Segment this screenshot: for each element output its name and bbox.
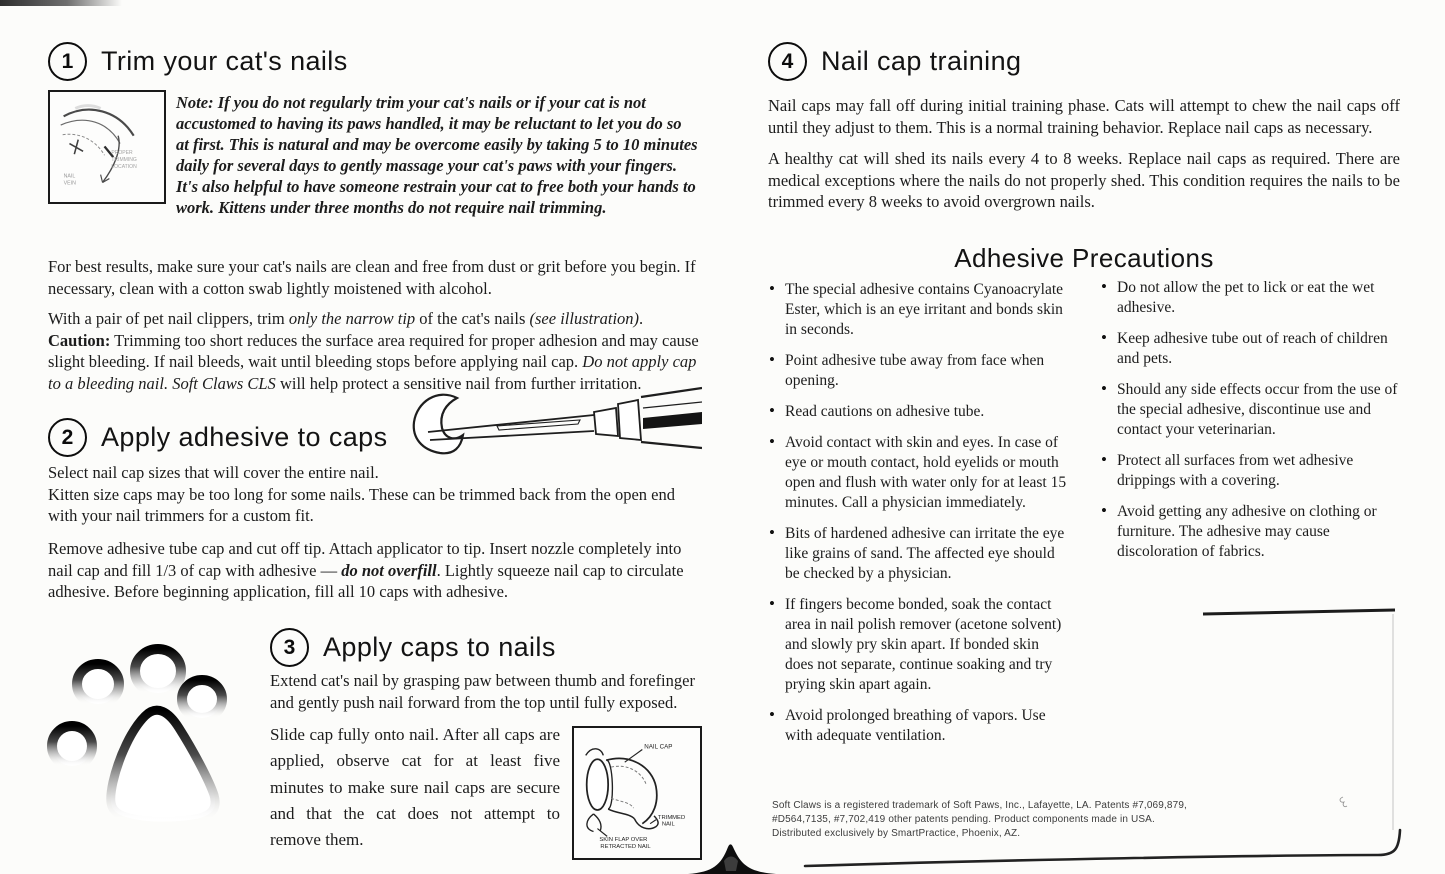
precaution-item: • The special adhesive contains Cyanoacrylate Ester, which is an eye irritant and bonds skin in seconds. (768, 280, 1070, 340)
precaution-item: • Point adhesive tube away from face when opening. (768, 351, 1070, 391)
step-4-badge: 4 (768, 42, 807, 81)
precaution-item: • Avoid contact with skin and eyes. In case of eye or mouth contact, hold eyelids or mouth open and flush with water only for at least 15 minutes. Call a physician immediately. (768, 433, 1070, 513)
diagram-label-nail: NAIL (661, 821, 675, 828)
precaution-item: • Avoid getting any adhesive on clothing or furniture. The adhesive may cause discoloration of fabrics. (1100, 502, 1400, 562)
text-run-bold-italic: do not overfill (341, 560, 437, 580)
text-run-italic: (see illustration) (529, 309, 640, 328)
text-run: Trimming too short reduces the surface area required for proper adhesion and may cause slight bleeding. If nail bleeds, wait until bleeding stops before applying nail cap. (48, 330, 699, 372)
step-1-badge: 1 (48, 42, 87, 81)
text-run: Remove adhesive tube cap and cut off tip. Attach applicator to tip. Insert nozzle completely into nail cap and fill 1/3 of cap with adhesive — (48, 539, 682, 580)
section-2-header (48, 418, 387, 457)
adhesive-precautions-heading: Adhesive Precautions (954, 243, 1214, 273)
section-2-paragraph-1 (48, 462, 700, 527)
section-1-title: Trim your cat's nails (101, 46, 348, 76)
text-run: of the cat's nails (415, 309, 530, 328)
text-run: . Lightly squeeze nail cap to circulate adhesive. Before beginning application, fill all 10 caps with adhesive. (48, 560, 684, 602)
precautions-right-column (1100, 278, 1400, 573)
section-3-title: Apply caps to nails (323, 632, 556, 662)
text-line: Select nail cap sizes that will cover the entire nail. (48, 463, 379, 482)
card-edge-lines (795, 600, 1445, 874)
section-3-header (270, 628, 556, 667)
cat-ear-silhouette (688, 843, 776, 874)
diagram-label-nail: NAIL (63, 173, 76, 180)
section-3-paragraph-2: Slide cap fully onto nail. After all caps are applied, observe cat for at least five minutes to make sure nail caps are secure and that the cat does not attempt to remove them. (270, 725, 560, 850)
precaution-item: • Avoid prolonged breathing of vapors. Use with adequate ventilation. (768, 706, 1070, 746)
section-1-note (176, 93, 698, 219)
diagram-label-nail-cap: NAIL CAP (644, 743, 673, 751)
caution-label: Caution: (48, 330, 111, 350)
section-3-paragraph-1: Extend cat's nail by grasping paw between thumb and forefinger and gently push nail forward from the top until fully exposed. (270, 671, 695, 712)
diagram-label-proper: PROPER (111, 150, 133, 157)
precaution-item: • Keep adhesive tube out of reach of children and pets. (1100, 329, 1400, 369)
scan-smudge-top-left (0, 0, 122, 6)
section-4-paragraph-1: Nail caps may fall off during initial training phase. Cats will attempt to chew the nail caps off until they adjust to them. This is a normal training behavior. Replace nail caps as necessary. (768, 96, 1400, 137)
section-4-header (768, 42, 1021, 81)
section-2-paragraph-2 (48, 538, 700, 603)
adhesive-applicator-illustration (402, 380, 702, 475)
paw-print-illustration (46, 632, 264, 837)
step-3-badge: 3 (270, 628, 309, 667)
section-2-title: Apply adhesive to caps (101, 422, 388, 452)
diagram-label-location: LOCATION (111, 163, 137, 170)
pen-mark (1340, 797, 1347, 807)
text-run: will help protect a sensitive nail from further irritation. (275, 373, 642, 393)
section-3-paragraph-2-wrap (270, 722, 702, 864)
section-4-paragraph-2: A healthy cat will shed its nails every 4 to 8 weeks. Replace nail caps as required. There are medical exceptions where the nails do not properly shed. This condition requires the nails to be trimmed every 8 weeks to avoid overgrown nails. (768, 149, 1400, 212)
step-2-badge: 2 (48, 418, 87, 457)
nail-cap-diagram-box (572, 726, 702, 860)
text-line: Kitten size caps may be too long for some nails. These can be trimmed back from the open end with your nail trimmers for a custom fit. (48, 484, 675, 526)
diagram-label-vein: VEIN (63, 180, 76, 187)
text-run-italic: only the narrow tip (288, 309, 416, 328)
precaution-item: • Should any side effects occur from the use of the special adhesive, discontinue use and contact your veterinarian. (1100, 380, 1400, 440)
precaution-item: • Bits of hardened adhesive can irritate the eye like grains of sand. The affected eye should be checked by a physician. (768, 524, 1070, 584)
nail-trim-diagram-box (48, 90, 166, 204)
text-run-italic: Do not apply cap to a bleeding nail. Soft Claws CLS (48, 352, 697, 393)
text-run: . (639, 309, 644, 328)
note-label: Note: (176, 93, 214, 112)
precaution-item: • Read cautions on adhesive tube. (768, 402, 1070, 422)
nail-trim-diagram (50, 92, 159, 197)
section-1-paragraph-1: For best results, make sure your cat's nails are clean and free from dust or grit before you begin. If necessary, clean with a cotton swab lightly moistened with alcohol. (48, 257, 696, 298)
note-body: If you do not regularly trim your cat's nails or if your cat is not accustomed to having its paws handled, it may be reluctant to let you do so at first. This is natural and may be overcome easily by taking 5 to 10 minutes daily for several days to gently massage your cat's paws with your fingers. It's also helpful to have someone restrain your cat to free both your hands to work. (176, 93, 698, 217)
diagram-label-trimmed: TRIMMED (657, 814, 686, 821)
section-1-header (48, 42, 348, 81)
diagram-label-trimming: TRIMMING (111, 157, 137, 164)
precaution-item: • If fingers become bonded, soak the contact area in nail polish remover (acetone solvent) and slowly pry skin apart. If bonded skin does not separate, continue soaking and try prying skin apart again. (768, 595, 1070, 695)
text-run: With a pair of pet nail clippers, trim (48, 309, 289, 328)
note-bold-sentence: Kittens under three months do not require nail trimming. (218, 197, 607, 217)
nail-cap-diagram (574, 728, 695, 853)
diagram-label-retracted: RETRACTED NAIL (600, 844, 651, 851)
precaution-item: • Do not allow the pet to lick or eat the wet adhesive. (1100, 278, 1400, 318)
section-4-title: Nail cap training (821, 46, 1022, 76)
precaution-item: • Protect all surfaces from wet adhesive drippings with a covering. (1100, 451, 1400, 491)
trademark-fine-print: Soft Claws is a registered trademark of Soft Paws, Inc., Lafayette, LA. Patents #7,069,879, #D564,7135, #7,702,419 other patents pending. Product components made in USA. Distributed exclusively by SmartPractice, Phoenix, AZ. (772, 800, 1187, 839)
diagram-label-skin-flap: SKIN FLAP OVER (599, 837, 648, 844)
